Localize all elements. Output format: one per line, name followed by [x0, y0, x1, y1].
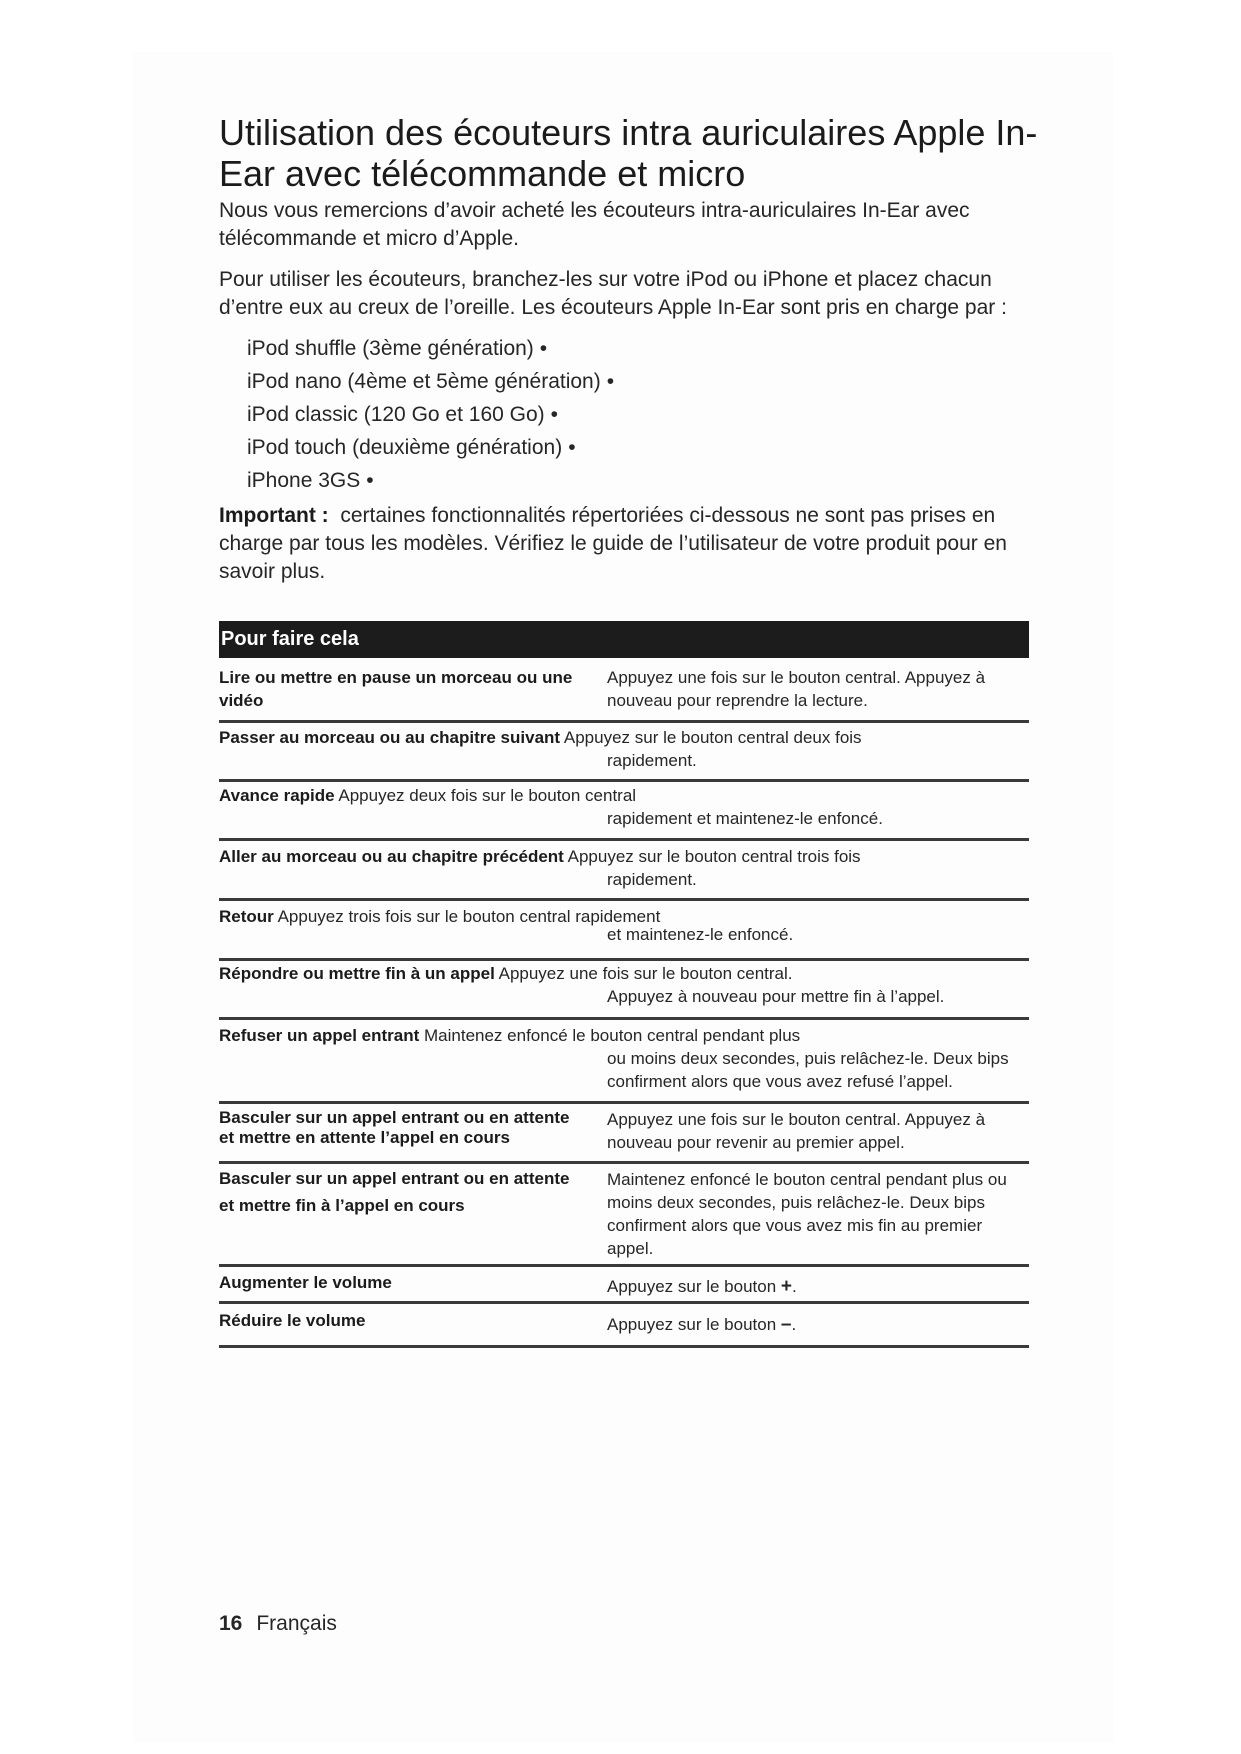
page-footer — [219, 1612, 337, 1636]
row-divider — [219, 1161, 1029, 1164]
list-item: iPod shuffle (3ème génération) • — [247, 337, 548, 360]
list-item: iPhone 3GS • — [247, 469, 374, 492]
list-item: iPod nano (4ème et 5ème génération) • — [247, 370, 615, 393]
language-label: Français — [256, 1612, 337, 1635]
list-item: iPod touch (deuxième génération) • — [247, 436, 576, 459]
page-number: 16 — [219, 1612, 243, 1635]
table-header: Pour faire cela — [219, 621, 1029, 658]
row-divider — [219, 1301, 1029, 1304]
row-divider — [219, 720, 1029, 723]
row-divider — [219, 1101, 1029, 1104]
model-list — [247, 332, 614, 497]
row-divider — [219, 1264, 1029, 1267]
usage-paragraph: Pour utiliser les écouteurs, branchez-les sur votre iPod ou iPhone et placez chacun d’entre eux au creux de l’oreille. Les écouteurs Apple In-Ear sont pris en charge par : — [219, 268, 1007, 319]
intro-paragraph: Nous vous remercions d’avoir acheté les écouteurs intra-auriculaires In-Ear avec télécommande et micro d’Apple. — [219, 199, 970, 250]
important-note — [219, 502, 1039, 586]
row-divider — [219, 898, 1029, 901]
row-divider — [219, 1017, 1029, 1020]
list-item: iPod classic (120 Go et 160 Go) • — [247, 403, 559, 426]
plus-sign: + — [780, 1276, 793, 1297]
row-divider — [219, 779, 1029, 782]
important-label: Important : — [219, 504, 329, 527]
row-divider — [219, 958, 1029, 961]
important-text: certaines fonctionnalités répertoriées ci-dessous ne sont pas prises en charge par tous les modèles. Vérifiez le guide de l’utilisateur de votre produit pour en savoir plus. — [219, 504, 1007, 583]
row-divider — [219, 1345, 1029, 1348]
minus-sign: – — [780, 1314, 792, 1335]
row-divider — [219, 838, 1029, 841]
page-title: Utilisation des écouteurs intra auriculaires Apple In-Ear avec télécommande et micro — [219, 112, 1038, 194]
